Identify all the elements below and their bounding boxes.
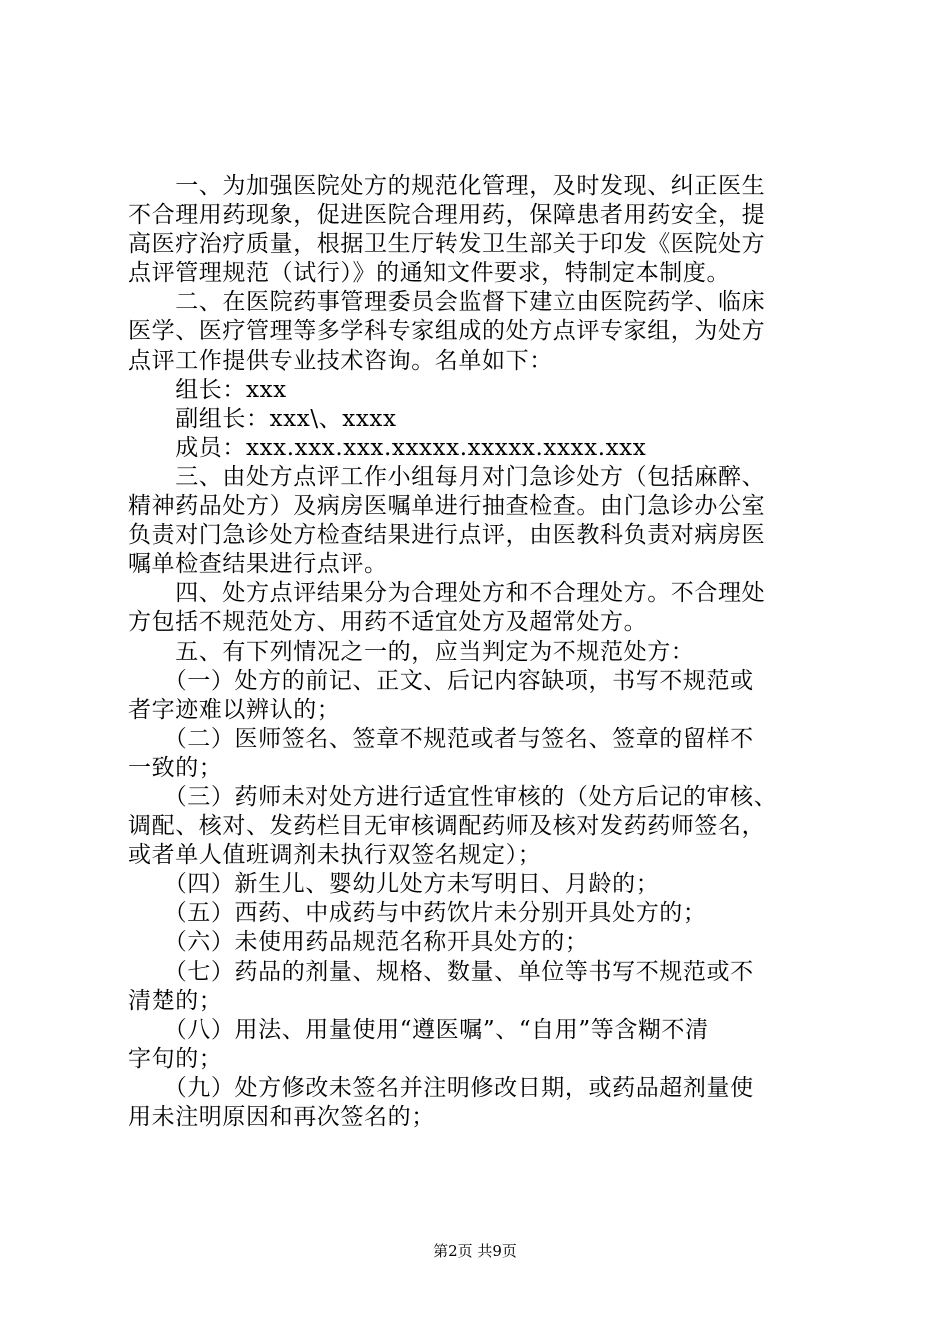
text-line: 或者单人值班调剂未执行双签名规定）； (128, 842, 542, 869)
text-line: （四）新生儿、婴幼儿处方未写明日、月龄的； (128, 871, 660, 898)
text-line: 调配、核对、发药栏目无审核调配药师及核对发药药师签名， (128, 813, 766, 840)
text-line: （二）医师签名、签章不规范或者与签名、签章的留样不 (128, 725, 754, 752)
text-line: 不合理用药现象，促进医院合理用药，保障患者用药安全，提 (128, 202, 766, 229)
text-line: （六）未使用药品规范名称开具处方的； (128, 929, 589, 956)
page-footer: 第2页 共9页 (433, 1242, 517, 1260)
text-line: （七）药品的剂量、规格、数量、单位等书写不规范或不 (128, 958, 754, 985)
text-line: （九）处方修改未签名并注明修改日期，或药品超剂量使 (128, 1074, 754, 1101)
text-line: 用未注明原因和再次签名的； (128, 1104, 435, 1130)
text-line: 点评工作提供专业技术咨询。名单如下： (128, 347, 553, 374)
text-line: 四、处方点评结果分为合理处方和不合理处方。不合理处 (128, 580, 766, 607)
text-line: 嘱单检查结果进行点评。 (128, 551, 388, 578)
text-line: 精神药品处方）及病房医嘱单进行抽查检查。由门急诊办公室 (128, 493, 766, 520)
text-line: 一、为加强医院处方的规范化管理，及时发现、纠正医生 (128, 173, 766, 199)
text-line: 字句的； (128, 1045, 223, 1072)
text-line: 高医疗治疗质量，根据卫生厅转发卫生部关于印发《医院处方 (128, 231, 766, 258)
text-line: 二、在医院药事管理委员会监督下建立由医院药学、临床 (128, 289, 766, 316)
text-line: 医学、医疗管理等多学科专家组成的处方点评专家组，为处方 (128, 318, 766, 345)
text-line: 一致的； (128, 754, 223, 781)
text-line: 成员：xxx.xxx.xxx.xxxxx.xxxxx.xxxx.xxx (128, 434, 647, 461)
text-line: 三、由处方点评工作小组每月对门急诊处方（包括麻醉、 (128, 463, 766, 490)
document-body (128, 172, 838, 1132)
text-line: 副组长：xxx\、xxxx (128, 405, 397, 432)
text-line: 清楚的； (128, 987, 223, 1014)
text-line: 组长：xxx (128, 376, 287, 403)
text-line: （八）用法、用量使用“遵医嘱”、“自用”等含糊不清 (128, 1016, 709, 1043)
text-line: 者字迹难以辨认的； (128, 696, 341, 723)
text-line: （三）药师未对处方进行适宜性审核的（处方后记的审核、 (128, 783, 778, 810)
text-line: 负责对门急诊处方检查结果进行点评，由医教科负责对病房医 (128, 522, 766, 549)
text-line: 五、有下列情况之一的，应当判定为不规范处方： (128, 638, 695, 665)
text-line: （五）西药、中成药与中药饮片未分别开具处方的； (128, 900, 707, 927)
text-line: （一）处方的前记、正文、后记内容缺项，书写不规范或 (128, 667, 754, 694)
text-line: 点评管理规范（试行）》的通知文件要求，特制定本制度。 (128, 260, 731, 287)
text-line: 方包括不规范处方、用药不适宜处方及超常处方。 (128, 609, 648, 636)
